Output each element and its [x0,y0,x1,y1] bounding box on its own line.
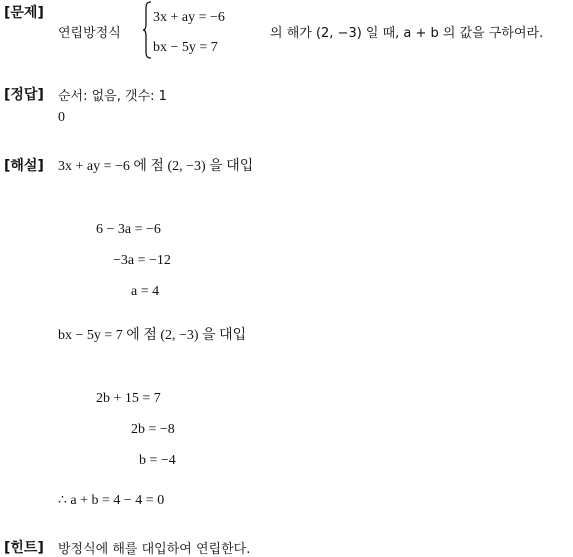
equation-2: bx − 5y = 7 [153,40,218,55]
problem-label: [문제] [4,5,44,21]
answer-meta: 순서: 없음, 갯수: 1 [58,89,167,104]
problem-suffix: 의 해가 (2, −3) 일 때, a + b 의 값을 구하여라. [270,26,544,41]
hint-text: 방정식에 해를 대입하여 연립한다. [58,542,251,557]
solution-step: 2b + 15 = 7 [96,391,161,406]
solution-step: 2b = −8 [131,422,175,437]
solution-step: b = −4 [139,453,176,468]
solution-label: [해설] [4,158,44,174]
hint-label: [힌트] [4,540,44,556]
solution-step: 6 − 3a = −6 [96,222,161,237]
solution-step: −3a = −12 [113,253,171,268]
solution-conclusion: ∴ a + b = 4 − 4 = 0 [58,493,165,508]
solution-intro-2: bx − 5y = 7 에 점 (2, −3) 을 대입 [58,328,247,343]
system-brace-icon [142,1,152,59]
problem-prefix: 연립방정식 [58,26,121,41]
solution-intro-1: 3x + ay = −6 에 점 (2, −3) 을 대입 [58,159,254,174]
solution-step: a = 4 [131,284,160,299]
equation-1: 3x + ay = −6 [153,10,225,25]
answer-value: 0 [58,110,65,125]
answer-label: [정답] [4,87,44,103]
